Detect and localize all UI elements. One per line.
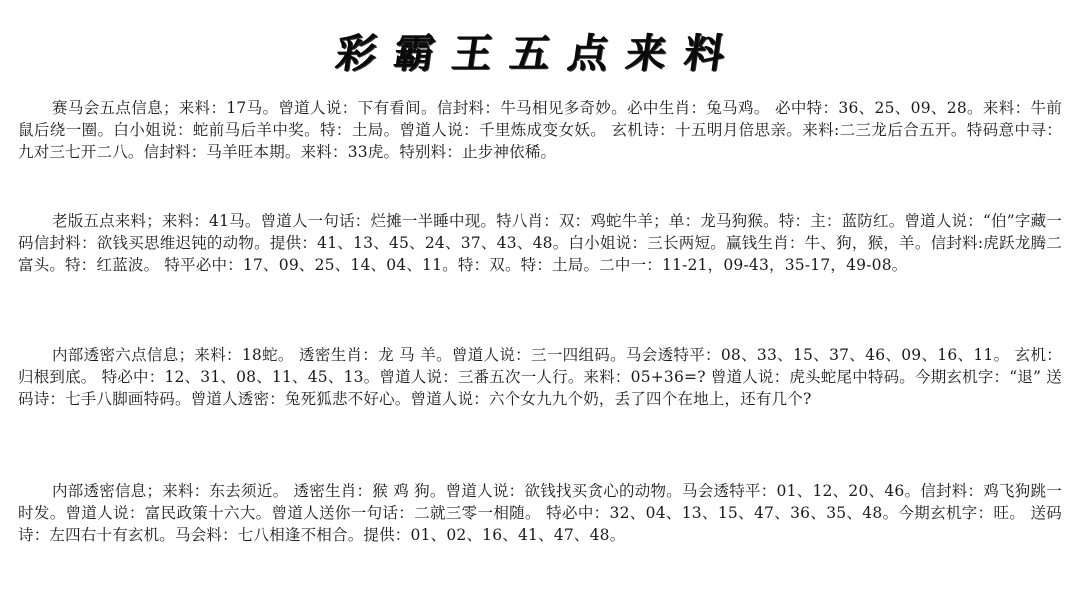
paragraph-laoban-info: 老版五点来料；来料：41马。曾道人一句话：烂摊一半睡中现。特八肖：双：鸡蛇牛羊；单：龙马狗猴。特：主：蓝防红。曾道人说：“伯”字藏一码信封料：欲钱买思维迟钝的动物。提供：41、13、45、24、37、43、48。白小姐说：三长两短。赢钱生肖：牛、狗，猴，羊。信封料:虎跃龙腾二富头。特：红蓝波。 特平必中：17、09、25、14、04、11。特：双。特：土局。二中一：11-21，09-43，35-17，49-08。 [18,212,1062,274]
paragraph-neibu-info: 内部透密信息；来料：东去须近。 透密生肖：猴 鸡 狗。曾道人说：欲钱找买贪心的动物。马会透特平：01、12、20、46。信封料：鸡飞狗跳一时发。曾道人说：富民政策十六大。曾道人送你一句话：二就三零一相随。 特必中：32、04、13、15、47、36、35、48。今期玄机字：旺。 送码诗：左四右十有玄机。马会料：七八相逢不相合。提供：01、02、16、41、47、48。 [18,482,1062,544]
paragraph-saimahui-info: 赛马会五点信息；来料：17马。曾道人说：下有看间。信封料：牛马相见多奇妙。必中生肖：兔马鸡。 必中特：36、25、09、28。来料：牛前鼠后绕一圈。白小姐说：蛇前马后羊中奖。特：土局。曾道人说：千里炼成变女妖。 玄机诗：十五明月倍思亲。来料:二三龙后合五开。特码意中寻：九对三七开二八。信封料：马羊旺本期。来料：33虎。特别料：止步神依稀。 [18,99,1062,161]
page-title: 彩霸王五点来料 [333,31,746,77]
paragraph-neibu-six-info: 内部透密六点信息；来料：18蛇。 透密生肖：龙 马 羊。曾道人说：三一四组码。马会透特平：08、33、15、37、46、09、16、11。 玄机：归根到底。 特必中：12、31、08、11、45、13。曾道人说：三番五次一人行。来料：05+36=? 曾道人说：虎头蛇尾中特码。今期玄机字：“退” 送码诗：七手八脚画特码。曾道人透密：兔死狐悲不好心。曾道人说：六个女九九个奶，丢了四个在地上，还有几个? [18,346,1062,408]
